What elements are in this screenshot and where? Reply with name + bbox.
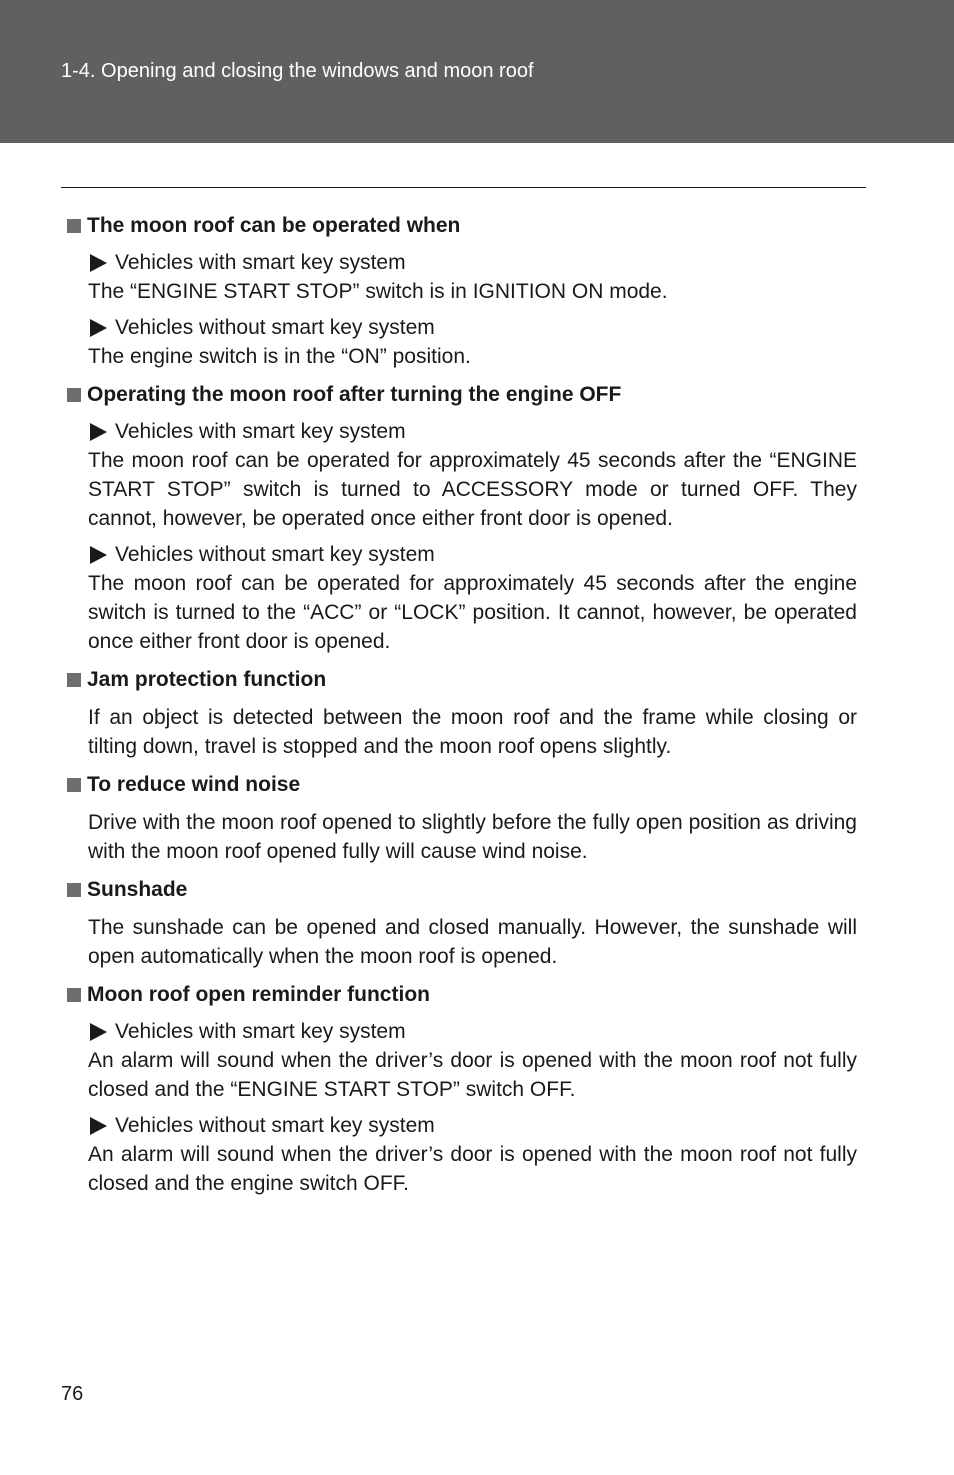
sub-item-label: Vehicles without smart key system — [115, 543, 435, 566]
square-bullet-icon — [67, 778, 81, 792]
sub-item-label: Vehicles without smart key system — [115, 1114, 435, 1137]
sub-item — [88, 418, 857, 533]
sub-item — [88, 541, 857, 656]
sub-item — [88, 808, 857, 866]
section-jam-protection — [67, 665, 857, 761]
page-content — [67, 211, 857, 1207]
page-number: 76 — [61, 1383, 84, 1405]
sub-item — [88, 913, 857, 971]
section-heading: Operating the moon roof after turning the engine OFF — [87, 383, 622, 406]
section-sunshade — [67, 875, 857, 971]
square-bullet-icon — [67, 219, 81, 233]
triangle-bullet-icon — [90, 546, 107, 564]
triangle-bullet-icon — [90, 1117, 107, 1135]
triangle-bullet-icon — [90, 1023, 107, 1041]
sub-item — [88, 249, 857, 306]
body-text: The moon roof can be operated for approximately 45 seconds after the “ENGINE START STOP” switch is turned to ACCESSORY mode or turned OFF. They cannot, however, be operated once either front door is opened. — [88, 449, 857, 530]
body-text: The “ENGINE START STOP” switch is in IGNITION ON mode. — [88, 280, 668, 303]
square-bullet-icon — [67, 388, 81, 402]
section-heading: Moon roof open reminder function — [87, 983, 430, 1006]
triangle-bullet-icon — [90, 254, 107, 272]
body-text: Drive with the moon roof opened to slightly before the fully open position as driving with the moon roof opened fully will cause wind noise. — [88, 811, 857, 863]
square-bullet-icon — [67, 988, 81, 1002]
section-heading: Jam protection function — [87, 668, 327, 691]
section-wind-noise — [67, 770, 857, 866]
body-text: If an object is detected between the moon roof and the frame while closing or tilting down, travel is stopped and the moon roof opens slightly. — [88, 706, 857, 758]
sub-item — [88, 314, 857, 371]
sub-item — [88, 1112, 857, 1198]
sub-item-label: Vehicles with smart key system — [115, 420, 406, 443]
sub-item-label: Vehicles with smart key system — [115, 251, 406, 274]
sub-item-label: Vehicles with smart key system — [115, 1020, 406, 1043]
body-text: An alarm will sound when the driver’s door is opened with the moon roof not fully closed and the engine switch OFF. — [88, 1143, 857, 1195]
body-text: The engine switch is in the “ON” position. — [88, 345, 471, 368]
triangle-bullet-icon — [90, 319, 107, 337]
section-after-engine-off — [67, 380, 857, 656]
section-open-reminder — [67, 980, 857, 1198]
square-bullet-icon — [67, 883, 81, 897]
sub-item-label: Vehicles without smart key system — [115, 316, 435, 339]
divider — [61, 187, 866, 188]
chapter-title: 1-4. Opening and closing the windows and moon roof — [61, 60, 534, 82]
body-text: An alarm will sound when the driver’s door is opened with the moon roof not fully closed and the “ENGINE START STOP” switch OFF. — [88, 1049, 857, 1101]
body-text: The sunshade can be opened and closed manually. However, the sunshade will open automatically when the moon roof is opened. — [88, 916, 857, 968]
section-heading: To reduce wind noise — [87, 773, 301, 796]
triangle-bullet-icon — [90, 423, 107, 441]
sub-item — [88, 1018, 857, 1104]
square-bullet-icon — [67, 673, 81, 687]
section-heading: The moon roof can be operated when — [87, 214, 461, 237]
section-heading: Sunshade — [87, 878, 188, 901]
sub-item — [88, 703, 857, 761]
section-moon-roof-operated-when — [67, 211, 857, 371]
body-text: The moon roof can be operated for approximately 45 seconds after the engine switch is turned to the “ACC” or “LOCK” position. It cannot, however, be operated once either front door is opened. — [88, 572, 857, 653]
page-header — [0, 0, 954, 143]
